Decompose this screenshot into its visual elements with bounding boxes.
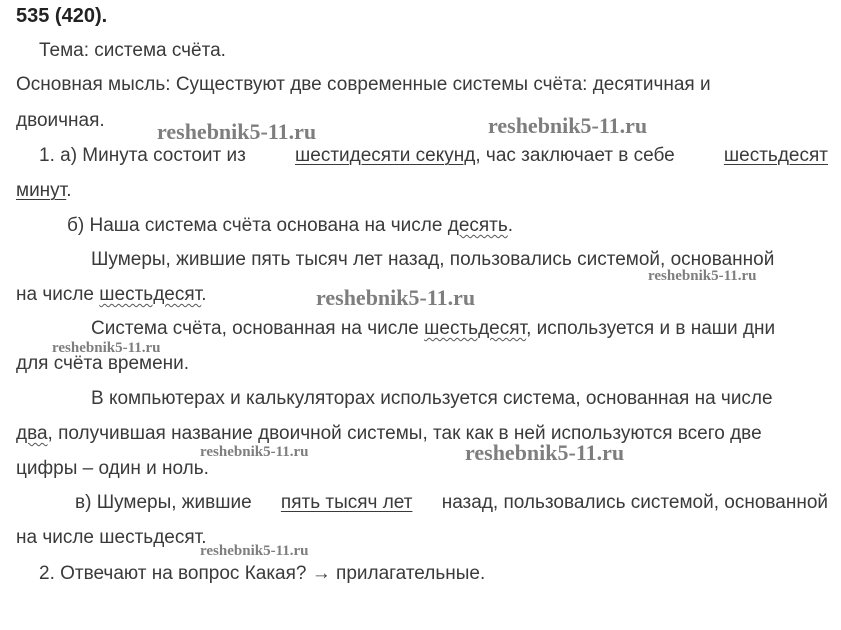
answer-1v-line-2: на числе шестьдесят. [16, 527, 207, 548]
answer-1v-line-1 [75, 492, 828, 514]
paragraph-3-line-1 [91, 388, 828, 410]
paragraph-1-prefix: на числе [16, 284, 95, 305]
paragraph-3-text: В компьютерах и калькуляторах используется система, основанная на числе [91, 388, 773, 409]
underlined-sixty: шестьдесят [723, 145, 828, 166]
answer-2-line: 2. Отвечают на вопрос Какая? → прилагательные. [39, 563, 486, 584]
main-idea-line-1 [16, 74, 828, 96]
answer-1v-post: назад, пользовались системой, основанной [441, 492, 828, 513]
answer-1a-line-2 [16, 180, 72, 202]
paragraph-2-post: , используется и в наши дни [526, 318, 776, 339]
answer-1v-prefix: в) Шумеры, жившие [75, 492, 252, 513]
watermark: reshebnik5-11.ru [52, 340, 161, 356]
answer-1a-mid: , час заключает в себе [475, 145, 675, 166]
watermark: reshebnik5-11.ru [157, 119, 317, 144]
paragraph-1-text: Шумеры, жившие пять тысяч лет назад, пользовались системой, основанной [91, 249, 775, 270]
watermark: reshebnik5-11.ru [488, 113, 648, 138]
paragraph-3-line-2 [16, 423, 762, 445]
paragraph-3-line-3: цифры – один и ноль. [16, 458, 209, 479]
answer-1b-prefix: б) Наша система счёта основана на числе [67, 215, 443, 236]
main-idea-text: Основная мысль: Существуют две современные системы счёта: десятичная и [16, 74, 711, 95]
underlined-sixty-seconds: шестидесяти секунд [295, 145, 476, 166]
exercise-number: 535 (420). [16, 5, 108, 27]
wavy-sixty: шестьдесят [99, 284, 202, 305]
watermark: reshebnik5-11.ru [316, 285, 476, 310]
wavy-ten: десять [447, 215, 508, 236]
paragraph-1-line-2 [16, 284, 207, 306]
topic-line: Тема: система счёта. [39, 40, 226, 61]
answer-1b-end: . [507, 215, 514, 236]
main-idea-line-2: двоичная. [16, 110, 105, 131]
answer-1b-line [67, 215, 513, 237]
paragraph-2-line-2: для счёта времени. [16, 353, 190, 374]
answer-1a-end: . [66, 180, 72, 201]
paragraph-1-end: . [201, 284, 207, 305]
underlined-five-thousand-years: пять тысяч лет [280, 492, 413, 513]
watermark: reshebnik5-11.ru [200, 444, 309, 460]
watermark: reshebnik5-11.ru [648, 268, 757, 284]
underlined-minutes: минут [16, 180, 67, 201]
watermark: reshebnik5-11.ru [200, 543, 309, 559]
wavy-sixty-2: шестьдесят [424, 318, 527, 339]
paragraph-2-line-1 [91, 318, 828, 340]
paragraph-3-rest: , получившая название двоичной системы, так как в ней используются всего две [47, 423, 762, 444]
answer-1a-prefix: 1. а) Минута состоит из [39, 145, 246, 166]
wavy-two: два [16, 423, 48, 444]
watermark: reshebnik5-11.ru [465, 440, 625, 465]
paragraph-2-prefix: Система счёта, основанная на числе [91, 318, 419, 339]
answer-1a-line-1 [39, 145, 828, 167]
